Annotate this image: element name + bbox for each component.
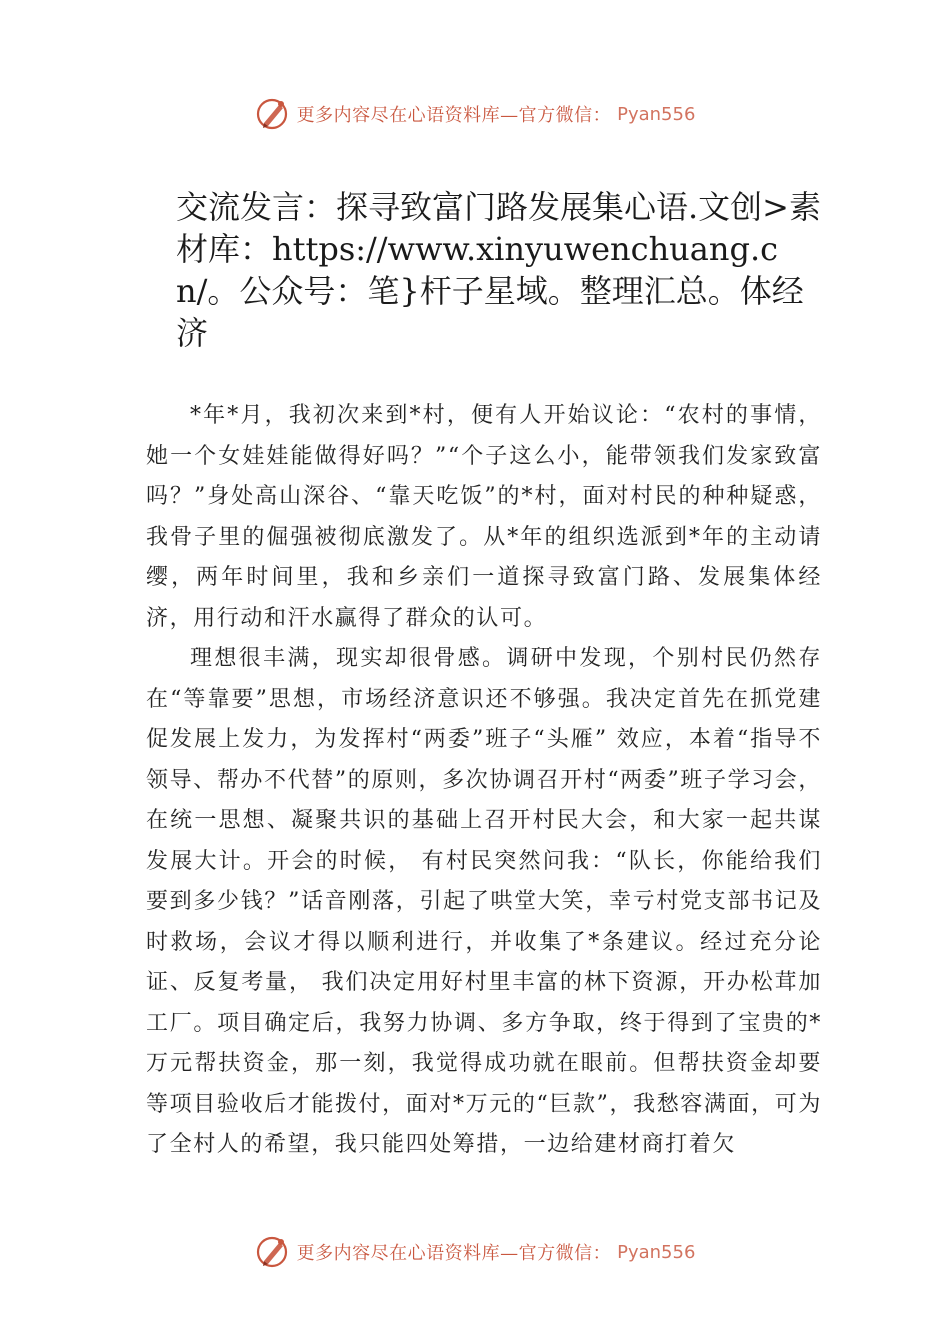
body-paragraph: 理想很丰满，现实却很骨感。调研中发现，个别村民仍然存在“等靠要”思想，市场经济意识还不够强。我决定首先在抓党建促发展上发力，为发挥村“两委”班子“头雁” 效应，本着“指导不领导、帮办不代替”的原则，多次协调召开村“两委”班子学习会，在统一思想、凝聚共识的基础上召开村民大会，和大家一起共谋发展大计。开会的时候， 有村民突然问我：“队长，你能给我们要到多少钱？”话音刚落，引起了哄堂大笑，幸亏村党支部书记及时救场，会议才得以顺利进行，并收集了*条建议。经过充分论证、反复考量， 我们决定用好村里丰富的林下资源，开办松茸加工厂。项目确定后，我努力协调、多方争取，终于得到了宝贵的*万元帮扶资金，那一刻，我觉得成功就在眼前。但帮扶资金却要等项目验收后才能拨付，面对*万元的“巨款”，我愁容满面，可为了全村人的希望，我只能四处筹措，一边给建材商打着欠	[146, 646, 822, 1157]
document-title: 交流发言：探寻致富门路发展集心语.文创>素材库：https://www.xinyuwenchuang.cn/。公众号：笔}杆子星域。整理汇总。体经济	[176, 188, 821, 352]
footer-banner	[0, 1232, 950, 1272]
header-promo-text: 更多内容尽在心语资料库—官方微信：	[296, 105, 612, 126]
footer-promo-text: 更多内容尽在心语资料库—官方微信：	[296, 1243, 612, 1264]
footer-wechat-id: Pyan556	[617, 1241, 696, 1263]
pen-logo-icon	[255, 96, 291, 132]
header-banner	[0, 94, 950, 134]
pen-logo-icon	[255, 1234, 291, 1270]
header-wechat-id: Pyan556	[617, 103, 696, 125]
body-paragraph: *年*月，我初次来到*村，便有人开始议论：“农村的事情，她一个女娃娃能做得好吗？”“个子这么小，能带领我们发家致富吗？”身处高山深谷、“靠天吃饭”的*村，面对村民的种种疑惑，我骨子里的倔强被彻底激发了。从*年的组织选派到*年的主动请缨，两年时间里，我和乡亲们一道探寻致富门路、发展集体经济，用行动和汗水赢得了群众的认可。	[146, 403, 822, 631]
document-body	[146, 396, 822, 1166]
